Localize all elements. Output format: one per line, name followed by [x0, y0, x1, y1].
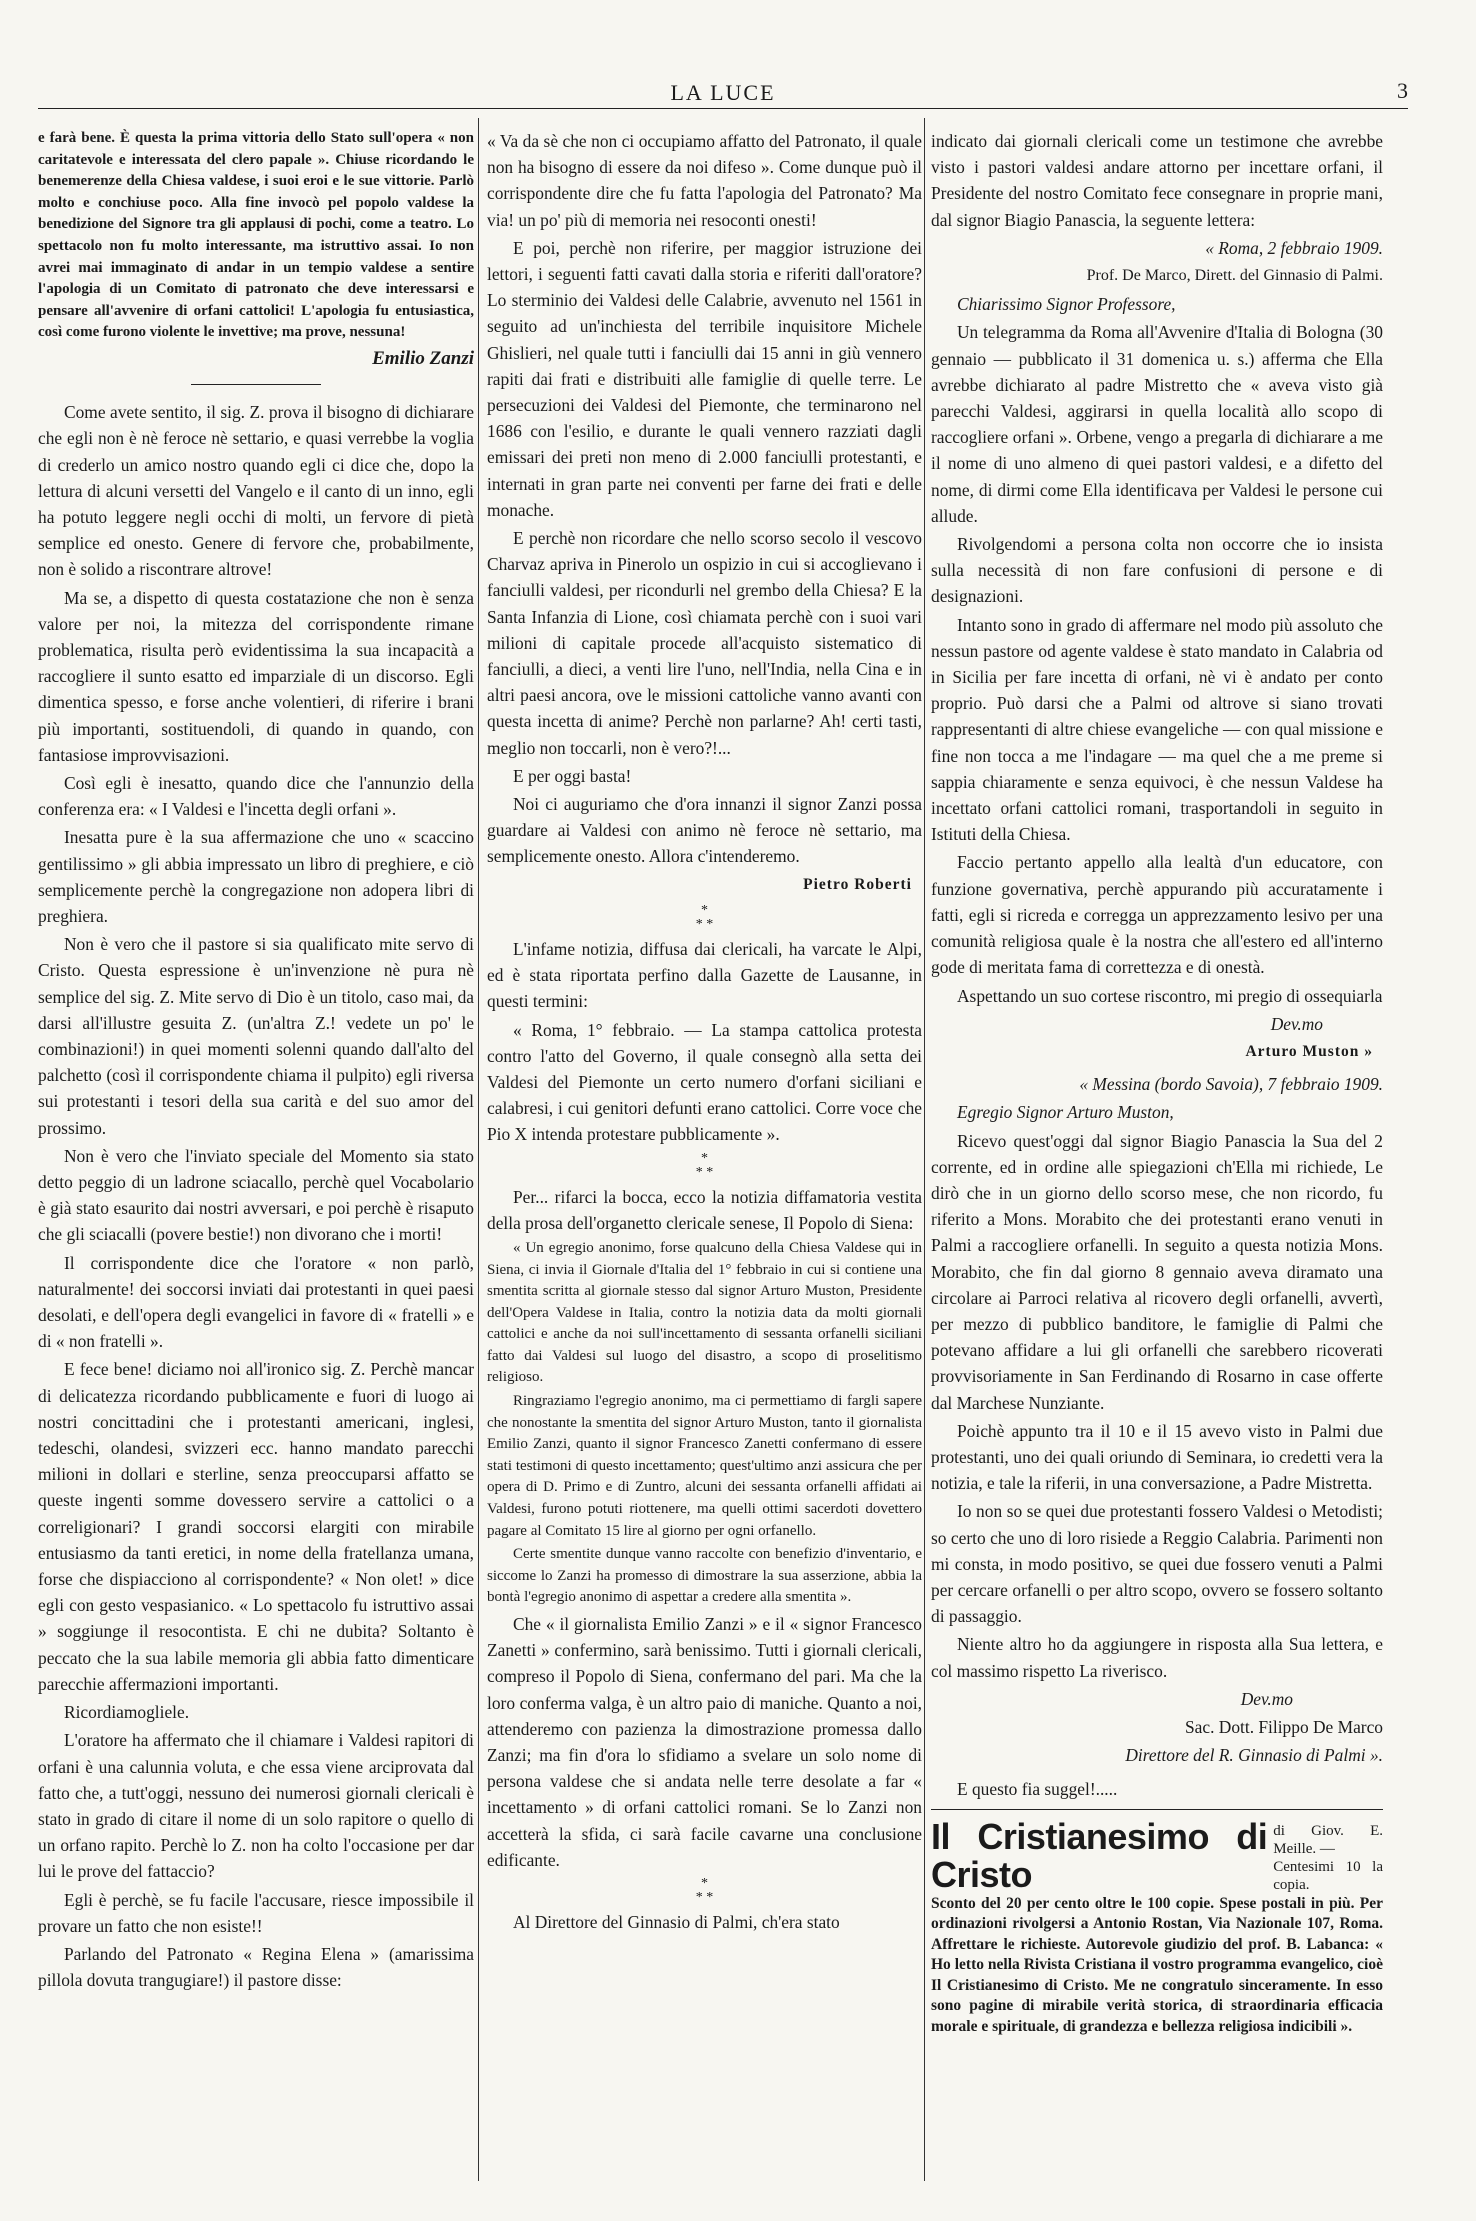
paragraph: Il corrispondente dice che l'oratore « non parlò, naturalmente! dei soccorsi inviati dai protestanti in quei paesi desolati, e dell'opera degli evangelici in favore di « fratelli » e di « non fratelli ». [38, 1252, 474, 1352]
signature-muston: Arturo Muston » [1245, 1042, 1373, 1060]
paragraph: Non è vero che il pastore si sia qualificato mite servo di Cristo. Questa espressione è un'invenzione nè pura nè semplice del sig. Z. Mite servo di Dio è un titolo, caso mai, da darsi all'illustre gesuita Z. (un'altra Z.! vedete un po' le combinazioni!) in quei momenti solenni quando dall'alto del palchetto (così il corrispondente chiama il pulpito) egli riversa sui protestanti i tesori della sua carità e del suo amor del prossimo. [38, 934, 474, 1138]
signature-title: Direttore del R. Ginnasio di Palmi ». [1125, 1745, 1383, 1766]
letter-date: « Messina (bordo Savoia), 7 febbraio 1909. [1079, 1074, 1383, 1095]
paragraph: E fece bene! diciamo noi all'ironico sig. Z. Perchè mancar di delicatezza ricordando pubblicamente e fuori di luogo ai nostri concittadini che i protestanti americani, inglesi, tedeschi, olandesi, svizzeri ecc. hanno mandato parecchi milioni in dollari e sterline, senza preoccuparsi affatto se queste ingenti somme dovessero servire a cattolici o a correligionari? I grandi soccorsi elargiti con mirabile entusiasmo da tanti eretici, in nome della fratellanza umana, forse che dispiacciono al corrispondente? « Non olet! » dice egli con gesto vespasianico. « Lo spettacolo fu istruttivo assai » soggiunge il resocontista. E chi ne dubita? Soltanto è peccato che la sua labile memoria gli abbia fatto dimenticare parecchie affermazioni importanti. [38, 1359, 474, 1694]
asterism: * * * [695, 1876, 714, 1906]
letter-salutation: Chiarissimo Signor Professore, [957, 294, 1176, 315]
section-rule [191, 384, 321, 385]
column-divider-1 [478, 118, 479, 2181]
column-2 [487, 128, 922, 2188]
paragraph: Ricevo quest'oggi dal signor Biagio Panascia la Sua del 2 corrente, ed in ordine alle spiegazioni ch'Ella mi richiede, Le dirò che in un giorno dello scorso mese, che non ricordo, fu riferito a Mons. Morabito che dei protestanti erano venuti in Palmi a raccogliere orfanelli. In seguito a questa notizia Mons. Morabito, che fin dal giorno 8 gennaio aveva diramato una circolare ai Parroci relativa al ricovero degli orfanelli, avvertì, per mezzo di pubblico banditore, le famiglie di Palmi che potevano affidare a lui gli orfanelli che sarebbero ricoverati provvisoriamente in San Ferdinando di Rosarno in case offerte dal Marchese Nunziante. [931, 1130, 1383, 1413]
ad-side-info [1273, 1822, 1383, 1894]
paragraph: « Roma, 1° febbraio. — La stampa cattolica protesta contro l'atto del Governo, il quale consegnò alla setta dei Valdesi del Piemonte un certo numero d'orfani siciliani e calabresi, i cui genitori defunti erano cattolici. Corre voce che Pio X intenda protestare pubblicamente ». [487, 1019, 922, 1145]
quoted-paragraph: « Un egregio anonimo, forse qualcuno della Chiesa Valdese qui in Siena, ci invia il Giornale d'Italia del 1° febbraio in cui si contiene una smentita scritta al giornale stesso dal signor Arturo Muston, Presidente dell'Opera Valdese in Italia, contro la notizia data da molti giornali cattolici e anche da noi sull'incettamento di sessanta orfanelli siciliani fatto dai Valdesi sul luogo del disastro, a scopo di proselitismo religioso. [487, 1239, 922, 1386]
asterism: * * * [695, 902, 714, 932]
asterism: * * * [695, 1150, 714, 1180]
paragraph: E perchè non ricordare che nello scorso secolo il vescovo Charvaz apriva in Pinerolo un ospizio in cui si accoglievano i fanciulli valdesi, per ricondurli nel grembo della Chiesa? E la Santa Infanzia di Lione, così chiamata perchè con i suoi vari milioni di capitale procede all'acquisto sistematico di fanciulli, a dieci, a venti lire l'uno, nell'India, nella Cina e in altri paesi ancora, ove le missioni cattoliche vanno avanti con questa incetta di anime? Perchè non parlarne? Ah! certi tasti, meglio non toccarli, non è vero?!... [487, 528, 922, 758]
paragraph: Parlando del Patronato « Regina Elena » (amarissima pillola dovuta trangugiare!) il pastore disse: [38, 1943, 474, 1991]
paragraph: L'infame notizia, diffusa dai clericali, ha varcate le Alpi, ed è stata riportata perfino dalla Gazette de Lausanne, in questi termini: [487, 938, 922, 1012]
paragraph: Egli è perchè, se fu facile l'accusare, riesce impossibile il provare un fatto che non esiste!! [38, 1889, 474, 1936]
paragraph: Non è vero che l'inviato speciale del Momento sia stato detto peggio di un ladrone sciacallo, perchè quel Vocabolario è già stato esaurito dai nostri avversari, e poi perchè è risaputo che gli sciacalli (povere bestie!) non divorano che i morti! [38, 1145, 474, 1245]
letter-closing: Dev.mo [1240, 1688, 1293, 1709]
newspaper-title: LA LUCE [670, 80, 776, 105]
paragraph: Io non so se quei due protestanti fossero Valdesi o Metodisti; so certo che uno di loro risiede a Reggio Calabria. Parimenti non mi consta, in modo positivo, se quei due fossero venuti a Palmi per cercare orfanelli o per altro scopo, ovvero se fossero soltanto di passaggio. [931, 1501, 1383, 1627]
paragraph: Come avete sentito, il sig. Z. prova il bisogno di dichiarare che egli non è nè feroce nè settario, e quasi verrebbe la voglia di crederlo un amico nostro quando egli ci dice che, dopo la lettura di alcuni versetti del Vangelo e il canto di un inno, egli ha potuto leggere negli occhi di molti, un fervore di pietà semplice ed onesto. Genere di fervore che, probabilmente, non è solido a riscontrare altrove! [38, 402, 474, 580]
paragraph: Ma se, a dispetto di questa costatazione che non è senza valore per noi, la mitezza del corrispondente rimane problematica, risulta però evidentissima la sua incapacità a raccogliere il sunto esatto ed imparziale di un discorso. Egli dimentica spesso, e forse anche volentieri, di riferire i brani più importanti, sostituendoli, di quando in quando, con fantasiose improvvisazioni. [38, 587, 474, 765]
paragraph: Aspettando un suo cortese riscontro, mi pregio di ossequiarla [957, 985, 1383, 1006]
paragraph: Che « il giornalista Emilio Zanzi » e il « signor Francesco Zanetti » confermino, sarà benissimo. Tutti i giornali clericali, compreso il Popolo di Siena, confermano del pari. Ma che la loro conferma valga, è un altro paio di maniche. Quanto a noi, attenderemo con pazienza la dimostrazione promessa dallo Zanzi; ma fin d'ora lo sfidiamo a svelare un solo nome di persona valdese che si andata nelle terre desolate a far « incettamento » di orfani cattolici romani. Se lo Zanzi non accetterà la sfida, ci sarà facile cavarne una conclusione edificante. [487, 1614, 922, 1870]
column-3 [931, 128, 1383, 2188]
paragraph: Inesatta pure è la sua affermazione che uno « scaccino gentilissimo » gli abbia impressato un libro di preghiere, e ciò semplicemente perchè la congregazione non adopera libri di preghiera. [38, 827, 474, 926]
paragraph: « Va da sè che non ci occupiamo affatto del Patronato, il quale non ha bisogno di essere da noi difeso ». Come dunque può il corrispondente dire che fu fatta l'apologia del Patronato? Ma via! un po' più di memoria nei resoconti onesti! [487, 131, 922, 230]
quoted-paragraph: Ringraziamo l'egregio anonimo, ma ci permettiamo di fargli sapere che nonostante la smentita del signor Arturo Muston, tanto il giornalista Emilio Zanzi, quanto il signor Francesco Zanetti confermano di essere stati testimoni di questo incettamento; quest'ultimo anzi assicura che per opera di D. Primo e di Zuntro, alcuni dei sessanta orfanelli affidati ai Valdesi, furono potuti riottenere, ma quelli ottimi sacerdoti dovettero pagare al Comitato 15 lire al giorno per ogni orfanello. [487, 1393, 922, 1539]
report-excerpt: e farà bene. È questa la prima vittoria dello Stato sull'opera « non caritatevole e interessata del clero papale ». Chiuse ricordando le benemerenze della Chiesa valdese, i suoi eroi e le sue vittorie. Parlò molto e conchiuse poco. Alla fine invocò pel popolo valdese la benedizione del Signore tra gli applausi di pochi, come a teatro. Lo spettacolo non fu molto interessante, ma istruttivo assai. Io non avrei mai immaginato di andar in un tempio valdese a sentire l'apologia di un Comitato di patronato che deve interessarsi e pensare all'avvenire di orfani cattolici! L'apologia fu entusiastica, così come furono violente le invettive; ma prove, nessuna! [38, 130, 474, 341]
ad-body: Sconto del 20 per cento oltre le 100 copie. Spese postali in più. Per ordinazioni rivolgersi a Antonio Rostan, Via Nazionale 107, Roma. Affrettare le richieste. Autorevole giudizio del prof. B. Labanca: « Ho letto nella Rivista Cristiana il vostro programma evangelico, cioè Il Cristianesimo di Cristo. Me ne congratulo sinceramente. In esso sono pagine di mirabile verità storica, di straordinaria efficacia morale e spirituale, di grandezza e bellezza religiosa indicibili ». [931, 1894, 1383, 2035]
page-header [38, 78, 1408, 108]
paragraph: Per... rifarci la bocca, ecco la notizia diffamatoria vestita della prosa dell'organetto clericale senese, Il Popolo di Siena: [487, 1186, 922, 1233]
paragraph: Ricordiamogliele. [64, 1702, 190, 1723]
page-number: 3 [1397, 78, 1408, 103]
column-1 [38, 128, 474, 2188]
column-divider-2 [924, 118, 925, 2181]
letter-salutation: Egregio Signor Arturo Muston, [957, 1102, 1174, 1123]
paragraph: Al Direttore del Ginnasio di Palmi, ch'era stato [513, 1912, 840, 1933]
signature-de-marco: Sac. Dott. Filippo De Marco [1184, 1716, 1383, 1737]
paragraph: Noi ci auguriamo che d'ora innanzi il signor Zanzi possa guardare ai Valdesi con animo nè feroce nè settario, ma semplicemente onesto. Allora c'intenderemo. [487, 794, 922, 867]
ad-price: Centesimi 10 la copia. [1273, 1858, 1383, 1893]
header-rule [38, 108, 1408, 109]
paragraph: indicato dai giornali clericali come un testimone che avrebbe visto i pastori valdesi andare attorno per incettare orfani, il Presidente del nostro Comitato fece consegnare in proprie mani, dal signor Biagio Panascia, la seguente lettera: [931, 131, 1383, 230]
paragraph: E per oggi basta! [513, 765, 632, 786]
paragraph: Rivolgendomi a persona colta non occorre che io insista sulla necessità di non fare confusioni di persone e di designazioni. [931, 534, 1383, 607]
ad-rule [931, 1809, 1383, 1810]
quoted-paragraph: Certe smentite dunque vanno raccolte con benefizio d'inventario, e siccome lo Zanzi ha promesso di dimostrare la sua asserzione, abbia la bontà l'egregio anonimo di aspettar a credere alla smentita ». [487, 1546, 922, 1606]
letter-closing: Dev.mo [1270, 1013, 1323, 1034]
paragraph: Niente altro ho da aggiungere in risposta alla Sua lettera, e col massimo rispetto La riverisco. [931, 1634, 1383, 1681]
paragraph: E questo fia suggel!..... [957, 1779, 1118, 1800]
paragraph: E poi, perchè non riferire, per maggior istruzione dei lettori, i seguenti fatti cavati dalla storia e riferiti dall'oratore? Lo sterminio dei Valdesi delle Calabrie, avvenuto nel 1561 in seguito ad un'inchiesta del terribile inquisitore Michele Ghislieri, nel quale tutti i fanciulli dai 15 anni in giù vennero rapiti dai frati e distribuiti alle famiglie di quelle terre. Le persecuzioni dei Valdesi del Piemonte, che terminarono nel 1686 con l'esilio, e durante le quali vennero razziati dagli emissari dei preti non meno di 2.000 fanciulli protestanti, e internati in gran parte nei conventi per farne dei frati e delle monache. [487, 237, 922, 520]
paragraph: Faccio pertanto appello alla lealtà d'un educatore, con funzione governativa, perchè appurando più accuratamente i fatti, egli si ricreda e corregga un apprezzamento lesivo per una comunità religiosa quale è la nostra che all'estero ed all'interno gode di meritata fama di correttezza e di onestà. [931, 852, 1383, 978]
letter-date: « Roma, 2 febbraio 1909. [1205, 237, 1383, 258]
ad-title: Il Cristianesimo di Cristo [931, 1815, 1268, 1895]
paragraph: Intanto sono in grado di affermare nel modo più assoluto che nessun pastore od agente valdese è stato mandato in Calabria od in Sicilia per fare incetta di orfani, nè vi è andato per conto proprio. Può darsi che a Palmi od altrove si siano trovati rappresentanti di altre chiese evangeliche — con qual missione e fine non tocca a me l'indagare — ma quel che a me preme si sappia chiaramente e senza equivoci, è che nessun Valdese ha incettato orfani cattolici romani, trasportandoli in seguito in Istituti della Chiesa. [931, 614, 1383, 845]
signature-zanzi: Emilio Zanzi [372, 347, 474, 369]
paragraph: L'oratore ha affermato che il chiamare i Valdesi rapitori di orfani è una calunnia voluta, e che essa viene arciprovata dal fatto che, a tutt'oggi, nessuno dei numerosi giornali clericali è stato in grado di citare il nome di un solo rapitore o quello di un orfano rapito. Perchè lo Z. non ha colto l'occasione per dar lui le prove del fattaccio? [38, 1730, 474, 1882]
advertisement [931, 1815, 1383, 2038]
paragraph: Poichè appunto tra il 10 e il 15 avevo visto in Palmi due protestanti, uno dei quali oriundo di Seminara, io credetti vera la notizia, e tale la riferii, in una conversazione, a Padre Mistretta. [931, 1420, 1383, 1494]
paragraph: Un telegramma da Roma all'Avvenire d'Italia di Bologna (30 gennaio — pubblicato il 31 domenica u. s.) afferma che Ella avrebbe dichiarato al padre Mistretto che « aveva visto già parecchi Valdesi, aggirarsi in quella località allo scopo di raccogliere orfani ». Orbene, vengo a pregarla di dichiarare a me il nome di uno almeno di quei pastori valdesi, e a difetto del nome, di dirmi come Ella identificava per Valdesi le persone cui allude. [931, 322, 1383, 526]
letter-addressee: Prof. De Marco, Dirett. del Ginnasio di Palmi. [1086, 267, 1383, 285]
ad-author: di Giov. E. Meille. — [1273, 1822, 1383, 1857]
ad-header [931, 1815, 1383, 1895]
paragraph: Così egli è inesatto, quando dice che l'annunzio della conferenza era: « I Valdesi e l'incetta degli orfani ». [38, 772, 474, 820]
signature-roberti: Pietro Roberti [803, 875, 912, 893]
